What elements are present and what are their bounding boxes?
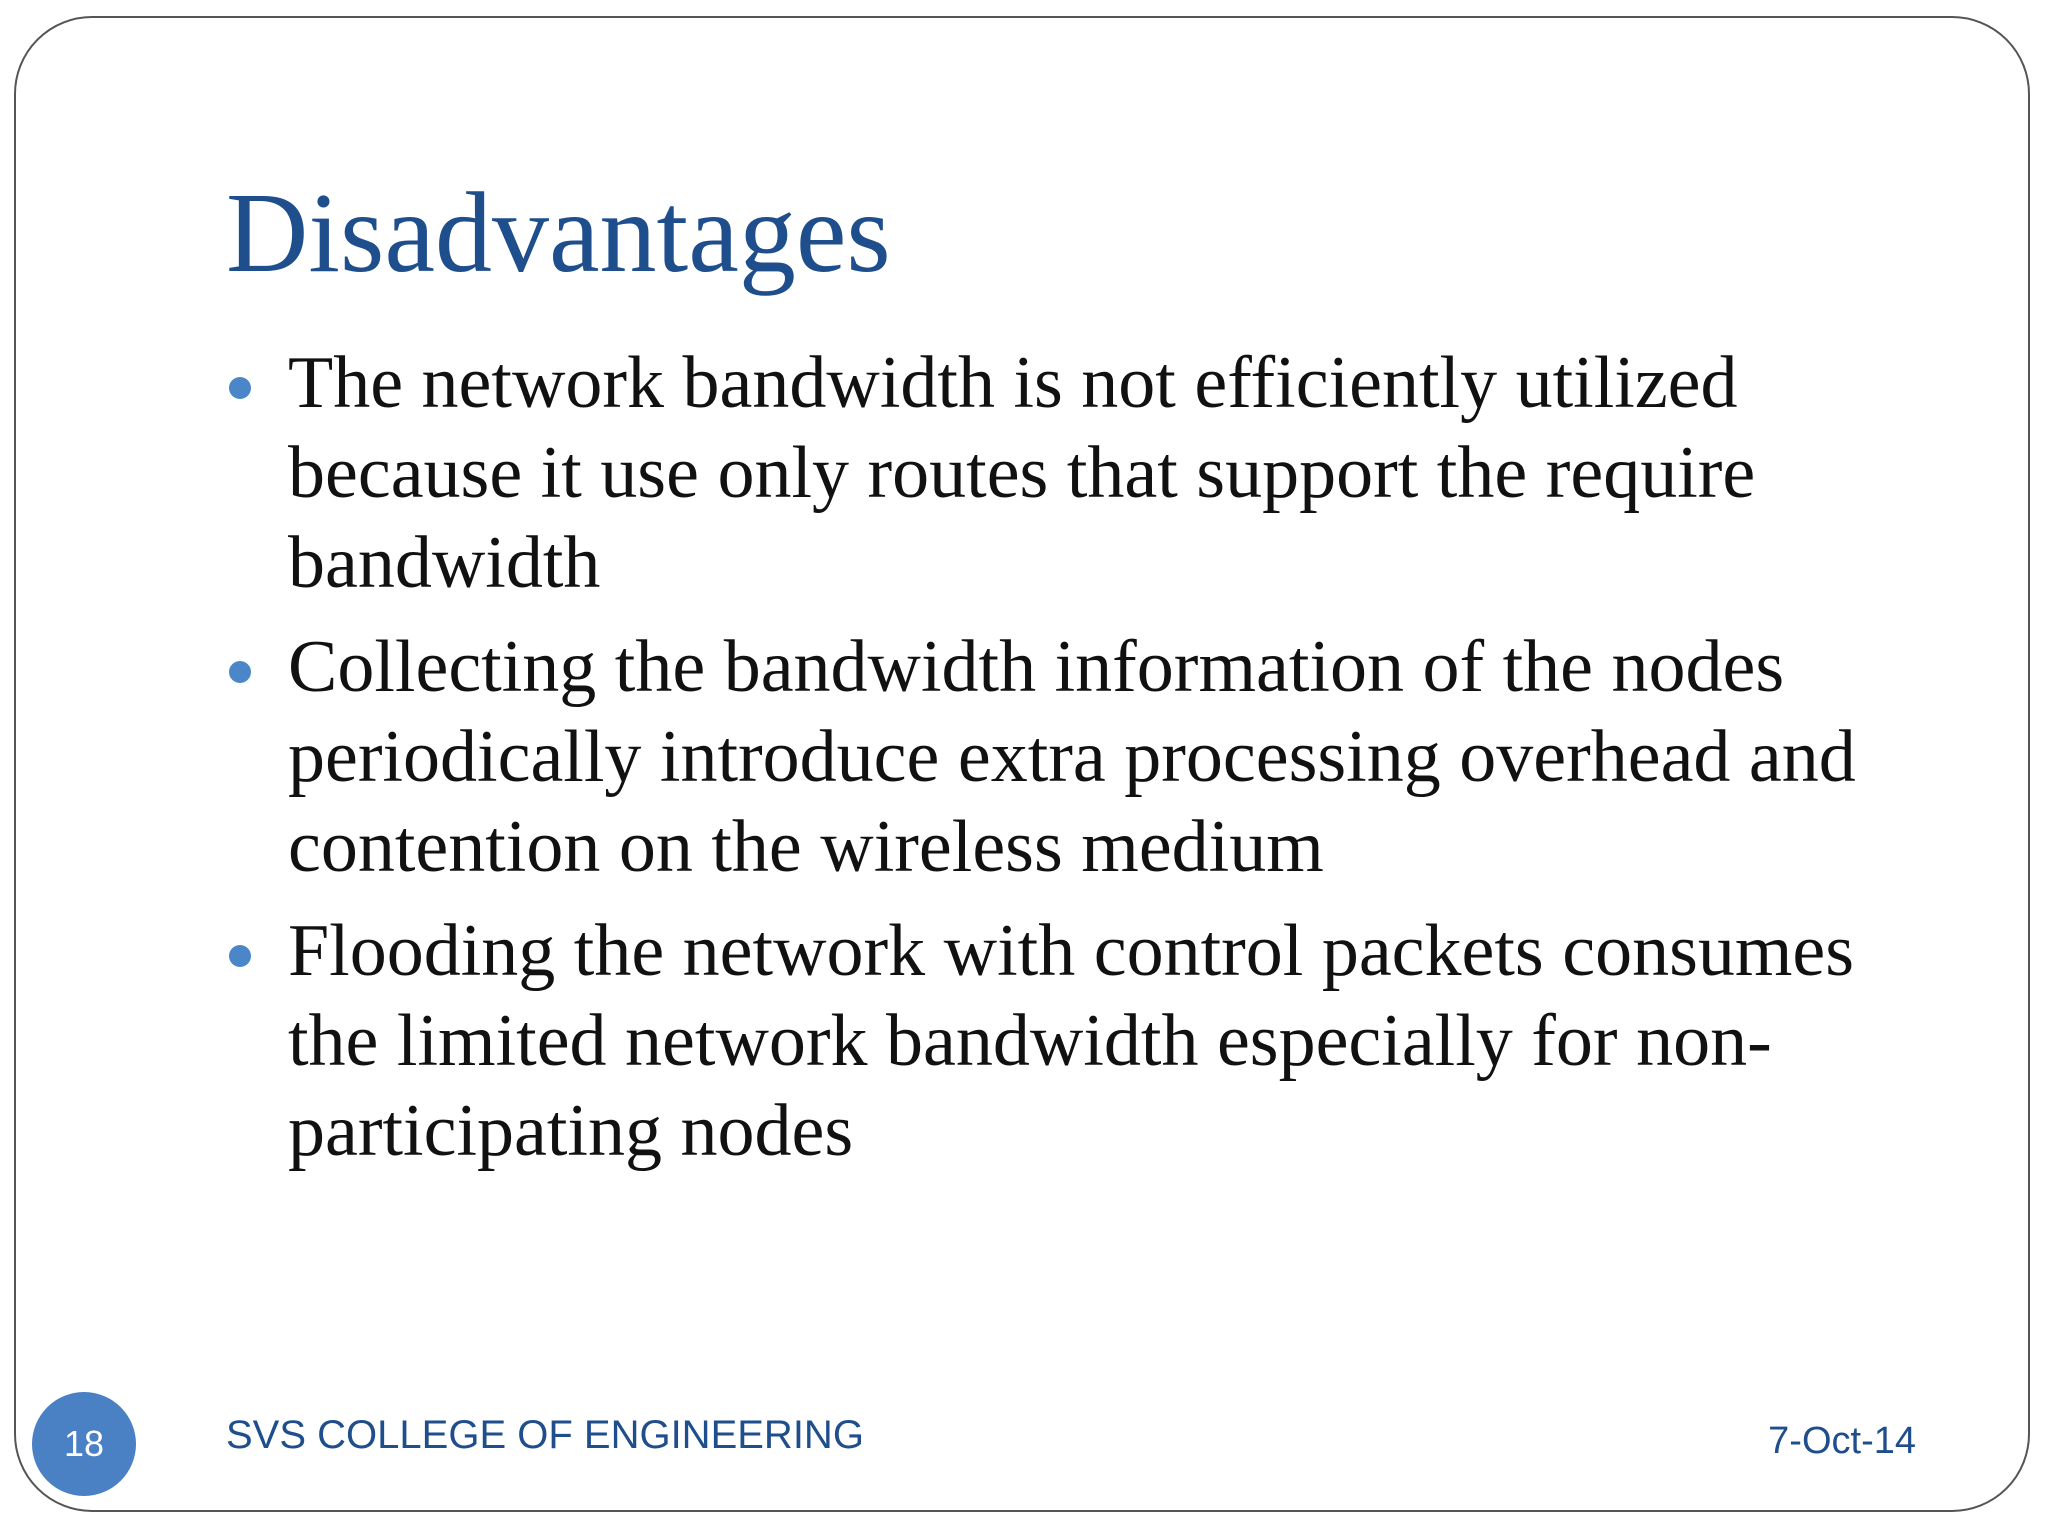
- slide-title: Disadvantages: [226, 169, 891, 296]
- bullet-text: Flooding the network with control packets consumes the limited network bandwidth especially for non-participating nodes: [288, 910, 1855, 1172]
- footer-date: 7-Oct-14: [1768, 1420, 1916, 1462]
- bullet-dot-icon: [229, 377, 251, 399]
- page-number-badge: 18: [32, 1392, 136, 1496]
- bullet-list: [226, 338, 1886, 1190]
- bullet-item: [226, 622, 1886, 892]
- bullet-item: [226, 338, 1886, 608]
- bullet-dot-icon: [229, 945, 251, 967]
- bullet-text: The network bandwidth is not efficiently utilized because it use only routes that support the require bandwidth: [288, 342, 1756, 604]
- bullet-item: [226, 906, 1886, 1176]
- bullet-text: Collecting the bandwidth information of the nodes periodically introduce extra processing overhead and contention on the wireless medium: [288, 626, 1856, 888]
- bullet-dot-icon: [229, 661, 251, 683]
- footer-organization: SVS COLLEGE OF ENGINEERING: [226, 1413, 864, 1457]
